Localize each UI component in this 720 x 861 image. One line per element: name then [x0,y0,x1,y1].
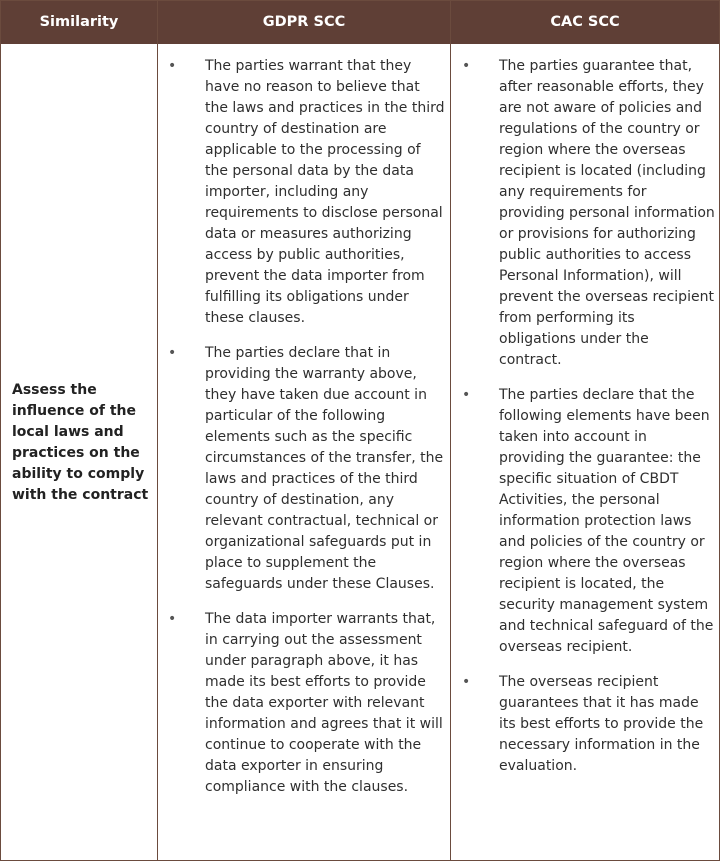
bullet-icon: • [168,611,177,627]
similarity-cell: Assess the influence of the local laws and practices on the ability to comply with the contract [12,382,149,503]
bullet-icon: • [462,387,471,403]
list-item [165,56,445,329]
bullet-icon: • [462,674,471,690]
list-item [459,56,715,371]
list-item [459,672,715,777]
cac-scc-list [459,56,715,791]
list-item [459,385,715,658]
bullet-icon: • [168,58,177,74]
header-cac-scc: CAC SCC [550,14,620,30]
list-item-text: The overseas recipient guarantees that it has made its best efforts to provide the necessary information in the evaluation. [499,674,704,774]
list-item-text: The parties guarantee that, after reasonable efforts, they are not aware of policies and regulations of the country or region where the overseas recipient is located (including any requirements for providing personal information or provisions for authorizing public authorities to access Personal Information), will prevent the overseas recipient from performing its obligations under the contract. [499,58,715,368]
list-item-text: The parties warrant that they have no reason to believe that the laws and practices in the third country of destination are applicable to the processing of the personal data by the data importer, including any requirements to disclose personal data or measures authorizing access by public authorities, prevent the data importer from fulfilling its obligations under these clauses. [205,58,445,326]
table-row [1,44,719,860]
header-gdpr-scc: GDPR SCC [262,14,346,30]
list-item-text: The parties declare that the following elements have been taken into account in providing the guarantee: the specific situation of CBDT Activities, the personal information protection laws and policies of the country or region where the overseas recipient is located, the security management system and technical safeguard of the overseas recipient. [499,387,714,655]
header-similarity: Similarity [39,14,119,30]
list-item-text: The data importer warrants that, in carrying out the assessment under paragraph above, it has made its best efforts to provide the data exporter with relevant information and agrees that it will continue to cooperate with the data exporter in ensuring compliance with the clauses. [205,611,443,795]
bullet-icon: • [462,58,471,74]
gdpr-scc-list [165,56,445,812]
list-item [165,343,445,595]
bullet-icon: • [168,345,177,361]
list-item [165,609,445,798]
table-header [1,1,719,44]
list-item-text: The parties declare that in providing the warranty above, they have taken due account in particular of the following elements such as the specific circumstances of the transfer, the laws and practices of the third country of destination, any relevant contractual, technical or organizational safeguards put in place to supplement the safeguards under these Clauses. [205,345,444,592]
